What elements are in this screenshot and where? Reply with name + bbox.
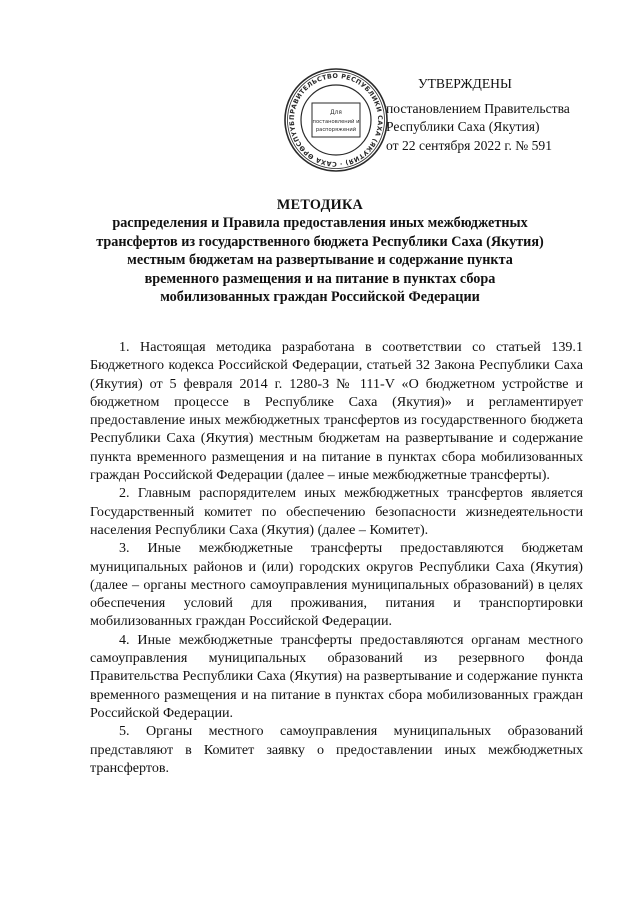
seal-graphic (282, 66, 390, 174)
document-subtitle: распределения и Правила предоставления иных межбюджетных трансфертов из государственного бюджета Республики Саха (Якутия) местным бюджетам на развертывание и содержание пункта временного размещения и на питание в пунктах сбора мобилизованных граждан Российской Федерации (96, 215, 544, 306)
official-seal (282, 66, 390, 174)
approval-line-2: Республики Саха (Якутия) (386, 119, 540, 134)
seal-inner-line-2: постановлений и (312, 119, 360, 125)
seal-outer-text: ПРАВИТЕЛЬСТВО РЕСПУБЛИКИ САХА (ЯКУТИЯ) · САХА ӨРӨСПҮҮБ (287, 71, 385, 169)
paragraph-4: 4. Иные межбюджетные трансферты предоставляются органам местного самоуправления муниципальных образований из резервного фонда Правительства Республики Саха (Якутия) на развертывание и содержание пункта временного размещения и на питание в пунктах сбора мобилизованных граждан Российской Федерации. (90, 631, 583, 721)
document-title: МЕТОДИКА (276, 197, 364, 213)
approval-title: УТВЕРЖДЕНЫ (418, 76, 512, 91)
seal-inner-line-3: распоряжений (315, 127, 357, 133)
approval-line-3: от 22 сентября 2022 г. № 591 (386, 138, 553, 153)
paragraph-3: 3. Иные межбюджетные трансферты предоставляются бюджетам муниципальных районов и (или) городских округов Республики Саха (Якутия) (далее – органы местного самоуправления муниципальных образований) в целях обеспечения условий для проживания, питания и транспортировки мобилизованных граждан Российской Федерации. (90, 540, 583, 630)
seal-inner-line-1: Для (330, 110, 342, 116)
approval-line-1: постановлением Правительства (386, 101, 570, 116)
document-heading (90, 196, 550, 306)
paragraph-1: 1. Настоящая методика разработана в соответствии со статьей 139.1 Бюджетного кодекса Российской Федерации, статьей 32 Закона Республики Саха (Якутия) от 5 февраля 2014 г. 1280-З № 111-V «О бюджетном устройстве и бюджетном процессе в Республике Саха (Якутия)» и регламентирует предоставление иных межбюджетных трансфертов из государственного бюджета Республики Саха (Якутия) местным бюджетам на развертывание и содержание пункта временного размещения и на питание в пунктах сбора мобилизованных граждан Российской Федерации (далее – иные межбюджетные трансферты). (90, 339, 583, 484)
paragraph-5: 5. Органы местного самоуправления муниципальных образований представляют в Комитет заявку о предоставлении иных межбюджетных трансфертов. (90, 723, 583, 776)
paragraph-2: 2. Главным распорядителем иных межбюджетных трансфертов является Государственный комитет по обеспечению безопасности жизнедеятельности населения Республики Саха (Якутия) (далее – Комитет). (90, 485, 583, 538)
document-body (90, 338, 583, 777)
